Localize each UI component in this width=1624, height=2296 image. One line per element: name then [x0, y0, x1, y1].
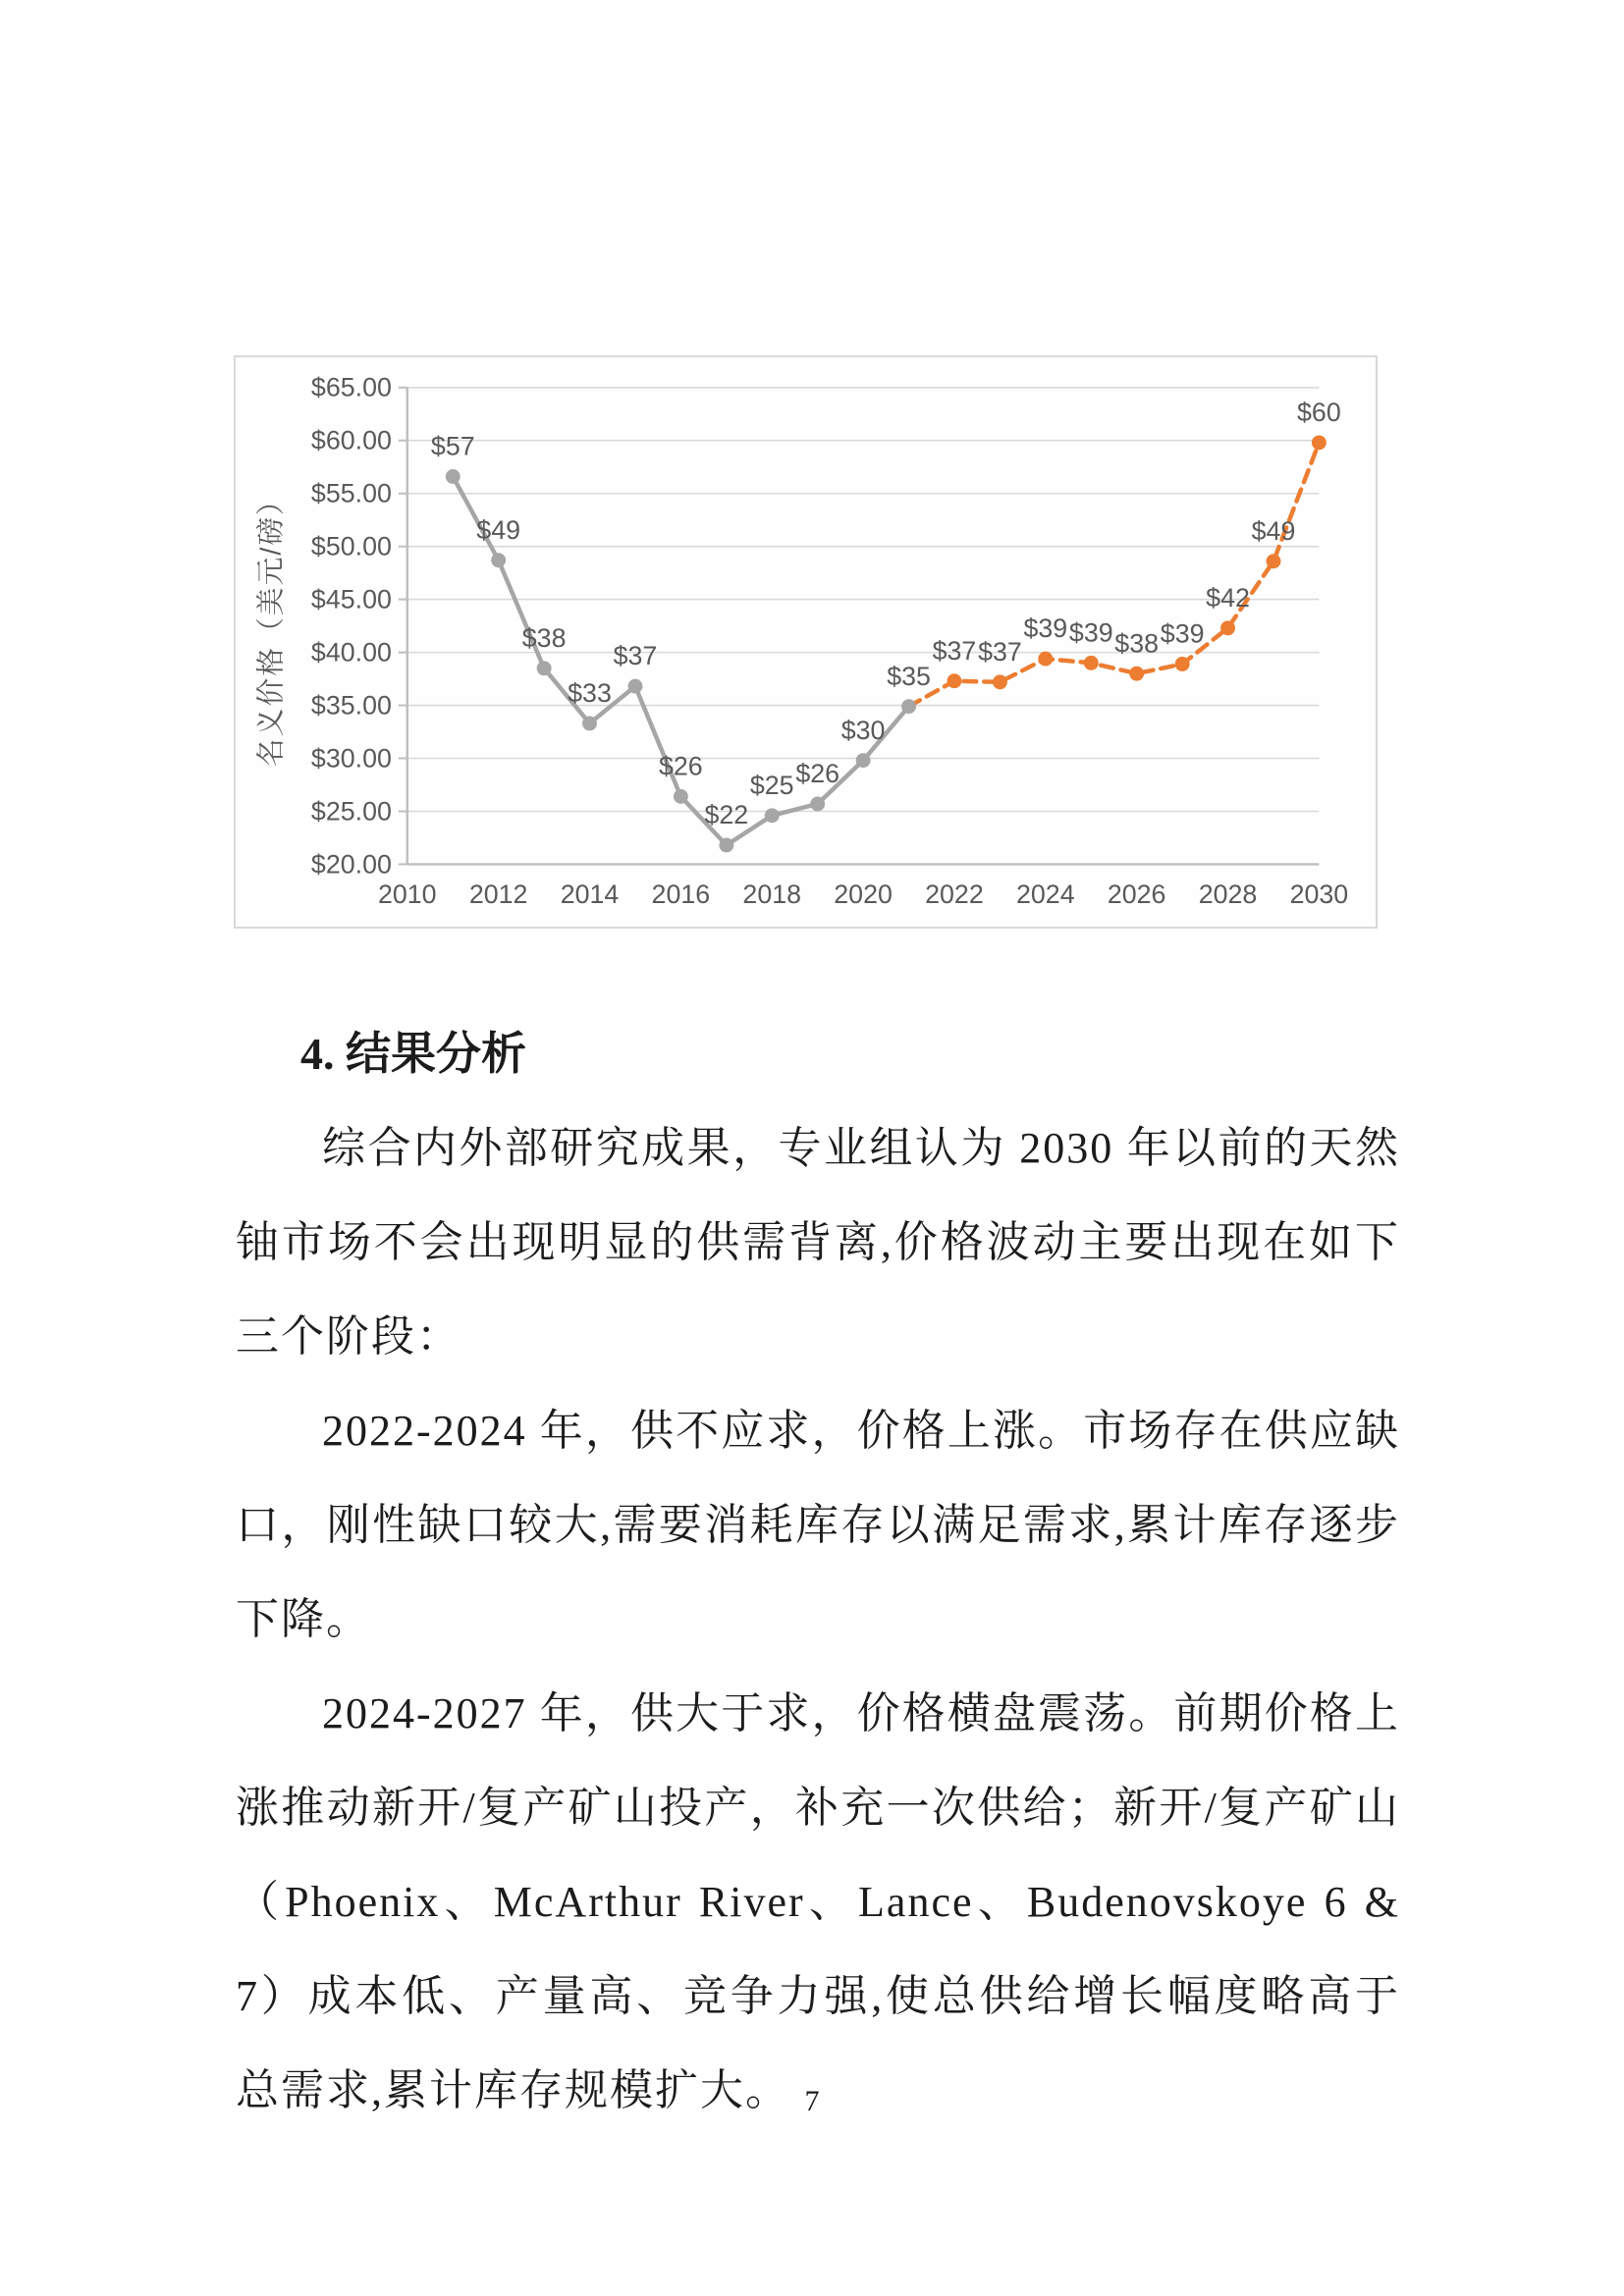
forecast-price-marker: [947, 673, 962, 688]
paragraph-2: 2022-2024 年，供不应求，价格上涨。市场存在供应缺口，刚性缺口较大,需要消耗库存以满足需求,累计库存逐步下降。: [236, 1407, 1400, 1643]
historical-price-marker: [628, 679, 643, 694]
historical-price-data-label: $22: [704, 800, 749, 830]
historical-price-marker: [491, 553, 506, 567]
x-tick-label: 2026: [1107, 880, 1166, 910]
forecast-price-line: [909, 443, 1320, 707]
historical-price-marker: [446, 469, 460, 484]
historical-price-marker: [582, 716, 597, 730]
forecast-price-marker: [1220, 620, 1235, 635]
forecast-price-marker: [993, 674, 1007, 689]
historical-price-data-label: $49: [476, 514, 521, 545]
price-chart-figure: [234, 355, 1378, 929]
historical-price-marker: [810, 797, 825, 812]
historical-price-data-label: $26: [795, 759, 840, 789]
historical-price-data-label: $25: [749, 770, 794, 800]
historical-price-marker: [765, 808, 780, 823]
y-tick-label: $65.00: [310, 372, 392, 402]
historical-price-marker: [674, 789, 688, 804]
uranium-price-chart: [236, 357, 1376, 927]
x-tick-label: 2024: [1016, 880, 1075, 910]
historical-price-marker: [856, 753, 871, 768]
forecast-price-data-label: $37: [978, 636, 1022, 667]
body-text: [236, 1007, 1400, 2138]
forecast-price-marker: [1084, 656, 1099, 670]
historical-price-data-label: $33: [568, 678, 612, 709]
forecast-price-data-label: $49: [1251, 515, 1296, 546]
x-tick-label: 2018: [742, 880, 802, 910]
historical-price-marker: [719, 838, 733, 853]
y-tick-label: $30.00: [310, 743, 392, 774]
x-tick-label: 2016: [651, 880, 711, 910]
forecast-price-data-label: $60: [1297, 398, 1341, 428]
y-tick-label: $60.00: [310, 425, 392, 455]
y-axis-title: 名义价格（美元/磅）: [255, 485, 288, 768]
historical-price-data-label: $37: [613, 641, 658, 671]
historical-price-data-label: $57: [430, 431, 475, 461]
forecast-price-data-label: $39: [1023, 614, 1068, 644]
historical-price-data-label: $26: [659, 751, 703, 781]
x-tick-label: 2010: [377, 880, 437, 910]
x-tick-label: 2022: [925, 880, 984, 910]
forecast-price-data-label: $38: [1114, 628, 1160, 659]
page-number: 7: [804, 2085, 820, 2117]
x-tick-label: 2020: [834, 880, 893, 910]
y-tick-label: $20.00: [310, 849, 392, 880]
y-tick-label: $55.00: [310, 478, 392, 508]
section-heading: 4. 结果分析: [300, 1029, 526, 1079]
x-tick-label: 2012: [468, 880, 528, 910]
y-tick-label: $35.00: [310, 690, 392, 721]
x-tick-label: 2028: [1198, 880, 1258, 910]
historical-price-data-label: $35: [887, 661, 931, 691]
forecast-price-data-label: $42: [1206, 582, 1250, 613]
historical-price-marker: [537, 661, 552, 675]
y-tick-label: $25.00: [310, 796, 392, 827]
historical-price-marker: [901, 699, 916, 714]
forecast-price-marker: [1175, 657, 1190, 671]
y-tick-label: $40.00: [310, 637, 392, 667]
forecast-price-marker: [1267, 554, 1281, 568]
historical-price-data-label: $30: [840, 715, 886, 745]
paragraph-3: 2024-2027 年，供大于求，价格横盘震荡。前期价格上涨推动新开/复产矿山投产，补充一次供给；新开/复产矿山（Phoenix、McArthur River、Lance、Budenovskoye 6 & 7）成本低、产量高、竞争力强,使总供给增长幅度略高于总需求,累计库存规模扩大。: [236, 1689, 1400, 2114]
x-tick-label: 2014: [560, 880, 620, 910]
forecast-price-marker: [1038, 652, 1053, 667]
y-tick-label: $45.00: [310, 584, 392, 614]
historical-price-data-label: $38: [521, 622, 567, 653]
forecast-price-marker: [1129, 667, 1144, 681]
y-tick-label: $50.00: [310, 531, 392, 561]
paragraph-1: 综合内外部研究成果，专业组认为 2030 年以前的天然铀市场不会出现明显的供需背离,价格波动主要出现在如下三个阶段：: [236, 1124, 1400, 1361]
forecast-price-data-label: $37: [932, 635, 977, 666]
x-tick-label: 2030: [1289, 880, 1349, 910]
forecast-price-marker: [1312, 435, 1326, 450]
page-footer: [0, 2085, 1624, 2118]
forecast-price-data-label: $39: [1068, 617, 1113, 648]
forecast-price-data-label: $39: [1160, 618, 1205, 649]
